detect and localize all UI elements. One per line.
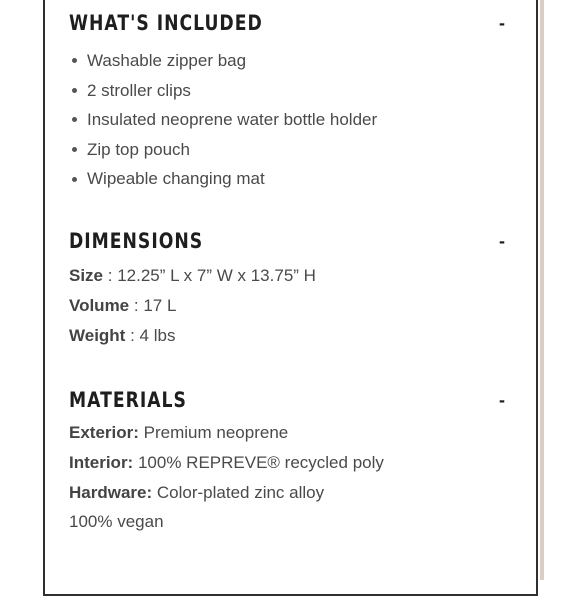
section-materials: [69, 385, 512, 537]
list-item-text: 2 stroller clips: [87, 80, 191, 100]
section-dimensions: [69, 226, 512, 350]
spec-key: Weight: [69, 325, 126, 345]
spec-volume: [69, 291, 512, 321]
materials-specs: [69, 418, 512, 537]
dimensions-specs: [69, 261, 512, 350]
section-title: WHAT'S INCLUDED: [69, 11, 263, 35]
list-item: [69, 46, 512, 76]
spec-hardware: [69, 478, 512, 508]
product-details-panel: [43, 0, 538, 596]
section-header[interactable]: [69, 226, 512, 256]
collapse-toggle[interactable]: -: [499, 12, 505, 33]
bullet-icon: [72, 147, 77, 152]
bullet-icon: [72, 58, 77, 63]
collapse-toggle[interactable]: -: [499, 389, 505, 410]
list-item-text: Insulated neoprene water bottle holder: [87, 110, 378, 130]
list-item: [69, 76, 512, 106]
spec-exterior: [69, 418, 512, 448]
included-list: [69, 46, 512, 194]
spec-sep: :: [129, 295, 144, 315]
spec-value: Color-plated zinc alloy: [156, 482, 325, 502]
bullet-icon: [72, 177, 77, 182]
bullet-icon: [72, 88, 77, 93]
spec-key: Hardware:: [69, 482, 153, 502]
spec-key: Interior:: [69, 452, 134, 472]
section-header[interactable]: [69, 8, 512, 38]
list-item-text: Zip top pouch: [87, 139, 191, 159]
spec-weight: [69, 321, 512, 351]
spec-value: 17 L: [143, 295, 177, 315]
spec-interior: [69, 448, 512, 478]
list-item: [69, 135, 512, 165]
section-whats-included: [69, 8, 512, 194]
spec-key: Size: [69, 266, 104, 285]
list-item: [69, 105, 512, 135]
spec-value: 100% REPREVE® recycled poly: [137, 452, 384, 472]
collapse-toggle[interactable]: -: [499, 230, 505, 251]
vegan-note: 100% vegan: [69, 512, 164, 532]
spec-sep: :: [125, 325, 140, 345]
section-header[interactable]: [69, 385, 512, 415]
list-item-text: Washable zipper bag: [87, 51, 247, 70]
spec-size: [69, 261, 512, 291]
spec-value: 4 lbs: [139, 325, 176, 345]
list-item-text: Wipeable changing mat: [87, 169, 265, 189]
spec-key: Exterior:: [69, 423, 139, 442]
panel-shadow: [540, 0, 544, 580]
bullet-icon: [72, 117, 77, 122]
spec-value: 12.25” L x 7” W x 13.75” H: [117, 266, 316, 285]
section-title: MATERIALS: [69, 388, 187, 412]
spec-key: Volume: [69, 295, 130, 315]
spec-sep: :: [103, 266, 118, 285]
section-title: DIMENSIONS: [69, 229, 204, 253]
spec-value: Premium neoprene: [143, 423, 289, 442]
list-item: [69, 164, 512, 194]
